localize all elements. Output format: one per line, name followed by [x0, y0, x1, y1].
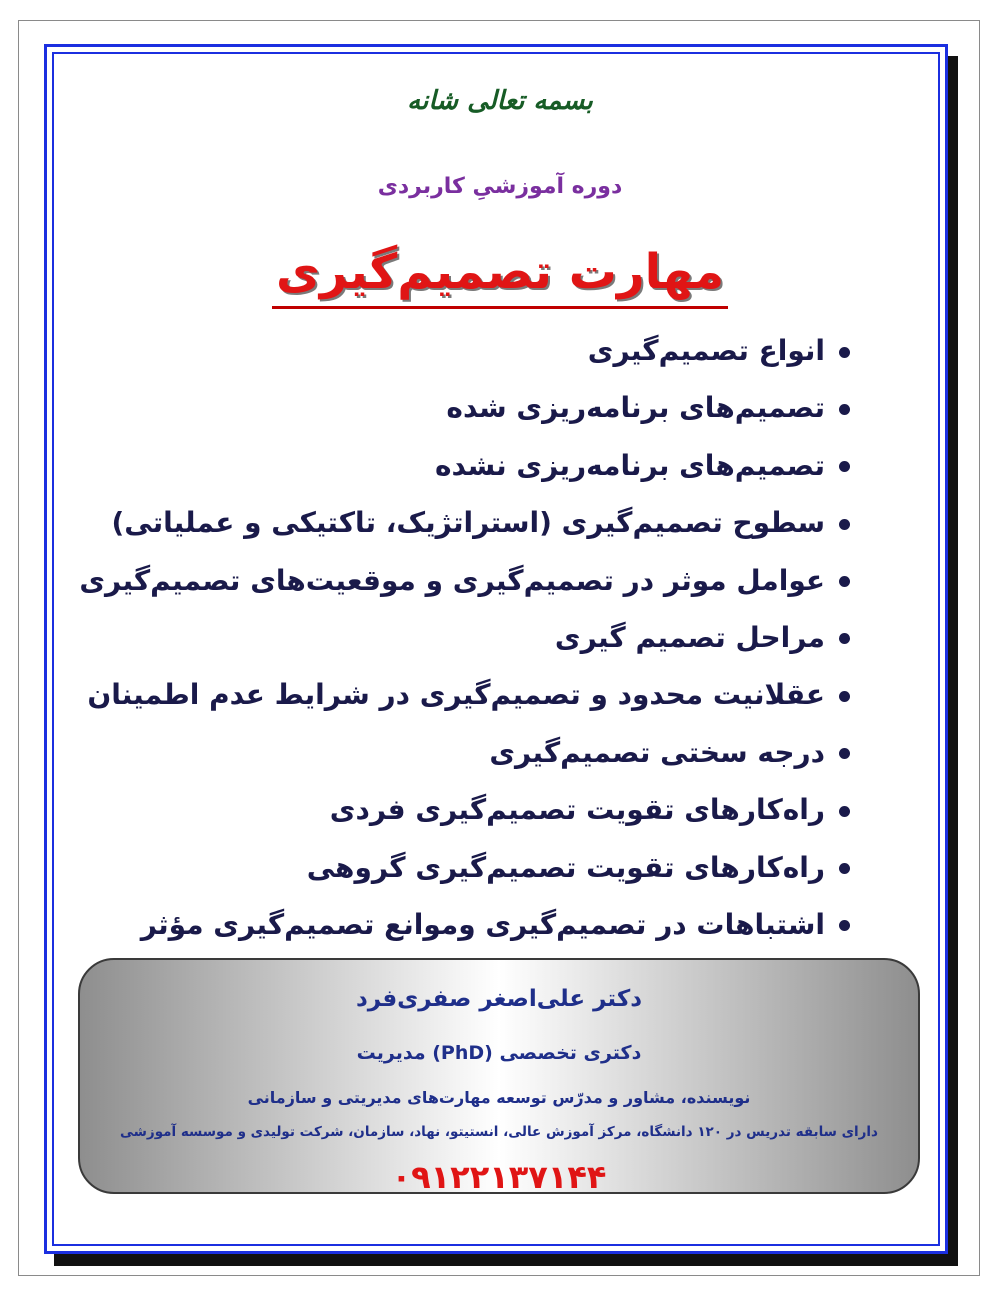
topic-item: [110, 724, 850, 781]
course-type: دوره آموزشیِ کاربردی: [377, 174, 623, 199]
bullet-icon: [839, 404, 850, 415]
topic-text: اشتباهات در تصمیم‌گیری وموانع تصمیم‌گیری مؤثر: [140, 907, 825, 941]
instructor-roles: نویسنده، مشاور و مدرّس توسعه مهارت‌های مدیریتی و سازمانی: [247, 1088, 751, 1107]
topic-item: [110, 839, 850, 896]
topic-item: [110, 781, 850, 838]
course-title-text: مهارت تصمیم‌گیری: [272, 240, 728, 309]
topic-text: مراحل تصمیم گیری: [554, 620, 825, 654]
invocation-text: بسمه تعالی شانه: [407, 86, 593, 116]
topic-item: [87, 666, 850, 723]
instructor-experience: دارای سابقه تدریس در ۱۲۰ دانشگاه، مرکز آموزش عالی، انستیتو، نهاد، سازمان، شرکت تولیدی و موسسه آموزشی: [120, 1124, 878, 1140]
course-title: [0, 240, 1000, 309]
topic-item: [79, 552, 850, 609]
bullet-icon: [839, 461, 850, 472]
topic-text: عوامل موثر در تصمیم‌گیری و موقعیت‌های تصمیم‌گیری: [79, 563, 825, 597]
topic-text: تصمیم‌های برنامه‌ریزی نشده: [434, 448, 825, 482]
bullet-icon: [839, 633, 850, 644]
topic-item: [110, 437, 850, 494]
bullet-icon: [839, 806, 850, 817]
topic-text: عقلانیت محدود و تصمیم‌گیری در شرایط عدم اطمینان: [87, 678, 825, 712]
topic-item: [110, 609, 850, 666]
topic-text: تصمیم‌های برنامه‌ریزی شده: [446, 391, 825, 425]
bullet-icon: [839, 863, 850, 874]
topic-text: راه‌کارهای تقویت تصمیم‌گیری فردی: [329, 793, 825, 827]
instructor-degree: دکتری تخصصی (PhD) مدیریت: [356, 1042, 642, 1064]
bullet-icon: [839, 347, 850, 358]
bullet-icon: [839, 691, 850, 702]
topic-text: انواع تصمیم‌گیری: [587, 334, 825, 367]
phone-number: ۰۹۱۲۲۱۳۷۱۴۴: [391, 1158, 607, 1196]
topic-item: [110, 322, 850, 379]
topic-item: [110, 494, 850, 551]
instructor-box: [78, 958, 920, 1194]
topic-text: سطوح تصمیم‌گیری (استراتژیک، تاکتیکی و عملیاتی): [111, 506, 825, 540]
topic-item: [110, 896, 850, 953]
topic-list: [79, 322, 850, 953]
bullet-icon: [839, 519, 850, 530]
bullet-icon: [839, 748, 850, 759]
bullet-icon: [839, 576, 850, 587]
topic-text: راه‌کارهای تقویت تصمیم‌گیری گروهی: [306, 850, 825, 884]
bullet-icon: [839, 920, 850, 931]
instructor-name: دکتر علی‌اصغر صفری‌فرد: [356, 986, 642, 1012]
topic-text: درجه سختی تصمیم‌گیری: [489, 735, 825, 769]
topic-item: [110, 379, 850, 436]
